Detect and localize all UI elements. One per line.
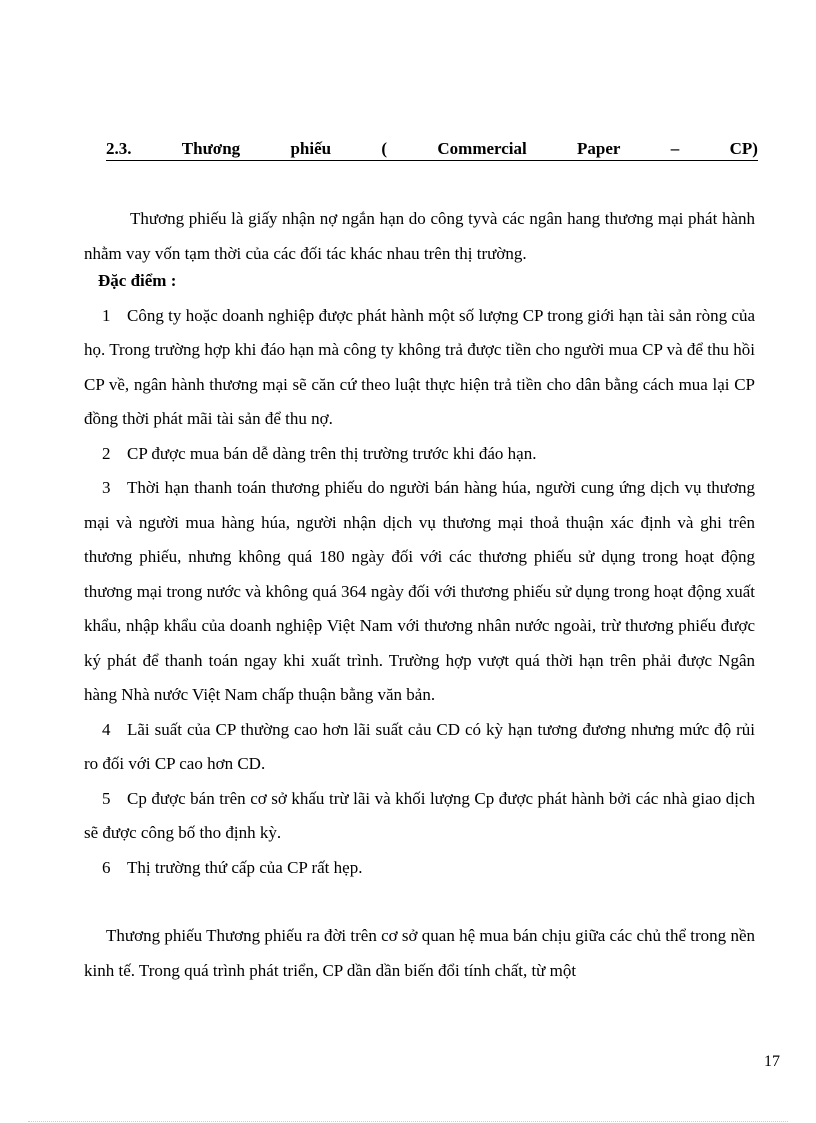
list-item-text: Cp được bán trên cơ sở khấu trừ lãi và khối lượng Cp được phát hành bởi các nhà giao dịch sẽ được công bố tho định kỳ. xyxy=(84,788,755,842)
closing-paragraph: Thương phiếu Thương phiếu ra đời trên cơ sở quan hệ mua bán chịu giữa các chủ thể trong nền kinh tế. Trong quá trình phát triển, CP dần dần biến đổi tính chất, từ một xyxy=(84,926,755,980)
list-item-text: Thời hạn thanh toán thương phiếu do người bán hàng húa, người cung ứng dịch vụ thương mại và người mua hàng húa, người nhận dịch vụ thương mại thoả thuận xác định và ghi trên thương phiếu, nhưng không quá 180 ngày đối với các thương phiếu sử dụng trong hoạt động thương mại trong nước và không quá 364 ngày đối với thương phiếu sử dụng trong hoạt động xuất khẩu, nhập khẩu của doanh nghiệp Việt Nam với thương nhân nước ngoài, trừ thương phiếu được ký phát để thanh toán ngay khi xuất trình. Trường hợp vượt quá thời hạn trên phải được Ngân hàng Nhà nước Việt Nam chấp thuận bằng văn bản. xyxy=(84,478,755,704)
heading-part: phiếu xyxy=(290,139,332,158)
list-item-text: CP được mua bán dễ dàng trên thị trường trước khi đáo hạn. xyxy=(127,443,537,463)
list-item xyxy=(84,851,755,886)
heading-part: 2.3. xyxy=(106,139,132,158)
heading-part: Thương xyxy=(181,139,241,158)
list-item-number: 1 xyxy=(102,305,111,325)
list-item-text: Thị trường thứ cấp của CP rất hẹp. xyxy=(127,857,363,877)
document-body xyxy=(84,202,755,988)
list-item xyxy=(84,782,755,851)
list-item-text: Lãi suất của CP thường cao hơn lãi suất cảu CD có kỳ hạn tương đương nhưng mức độ rủi ro đối với CP cao hơn CD. xyxy=(84,719,755,773)
heading-part: ( xyxy=(381,139,388,158)
footer-divider xyxy=(28,1121,788,1122)
list-item xyxy=(84,471,755,713)
list-item-number: 4 xyxy=(102,719,111,739)
heading-part: Commercial xyxy=(437,139,527,158)
heading-part: CP) xyxy=(729,139,758,158)
list-item-number: 5 xyxy=(102,788,111,808)
list-item-number: 2 xyxy=(102,443,111,463)
list-item-number: 3 xyxy=(102,478,111,497)
heading-part: Paper xyxy=(577,139,621,158)
list-item xyxy=(84,299,755,437)
list-item xyxy=(84,437,755,472)
page-number: 17 xyxy=(764,1053,780,1070)
section-heading xyxy=(106,138,758,161)
list-item xyxy=(84,713,755,782)
features-heading: Đặc điểm : xyxy=(98,271,177,290)
list-item-text: Công ty hoặc doanh nghiệp được phát hành một số lượng CP trong giới hạn tài sản ròng của họ. Trong trường hợp khi đáo hạn mà công ty không trả được tiền cho người mua CP và để thu hồi CP về, ngân hành thương mại sẽ căn cứ theo luật thực hiện trả tiền cho dân bằng cách mua lại CP đồng thời phát mãi tài sản để thu nợ. xyxy=(84,305,755,428)
list-item-number: 6 xyxy=(102,857,111,877)
intro-paragraph: Thương phiếu là giấy nhận nợ ngắn hạn do công tyvà các ngân hang thương mại phát hành nhằm vay vốn tạm thời của các đối tác khác nhau trên thị trường. xyxy=(84,209,755,263)
heading-part: – xyxy=(670,139,680,158)
